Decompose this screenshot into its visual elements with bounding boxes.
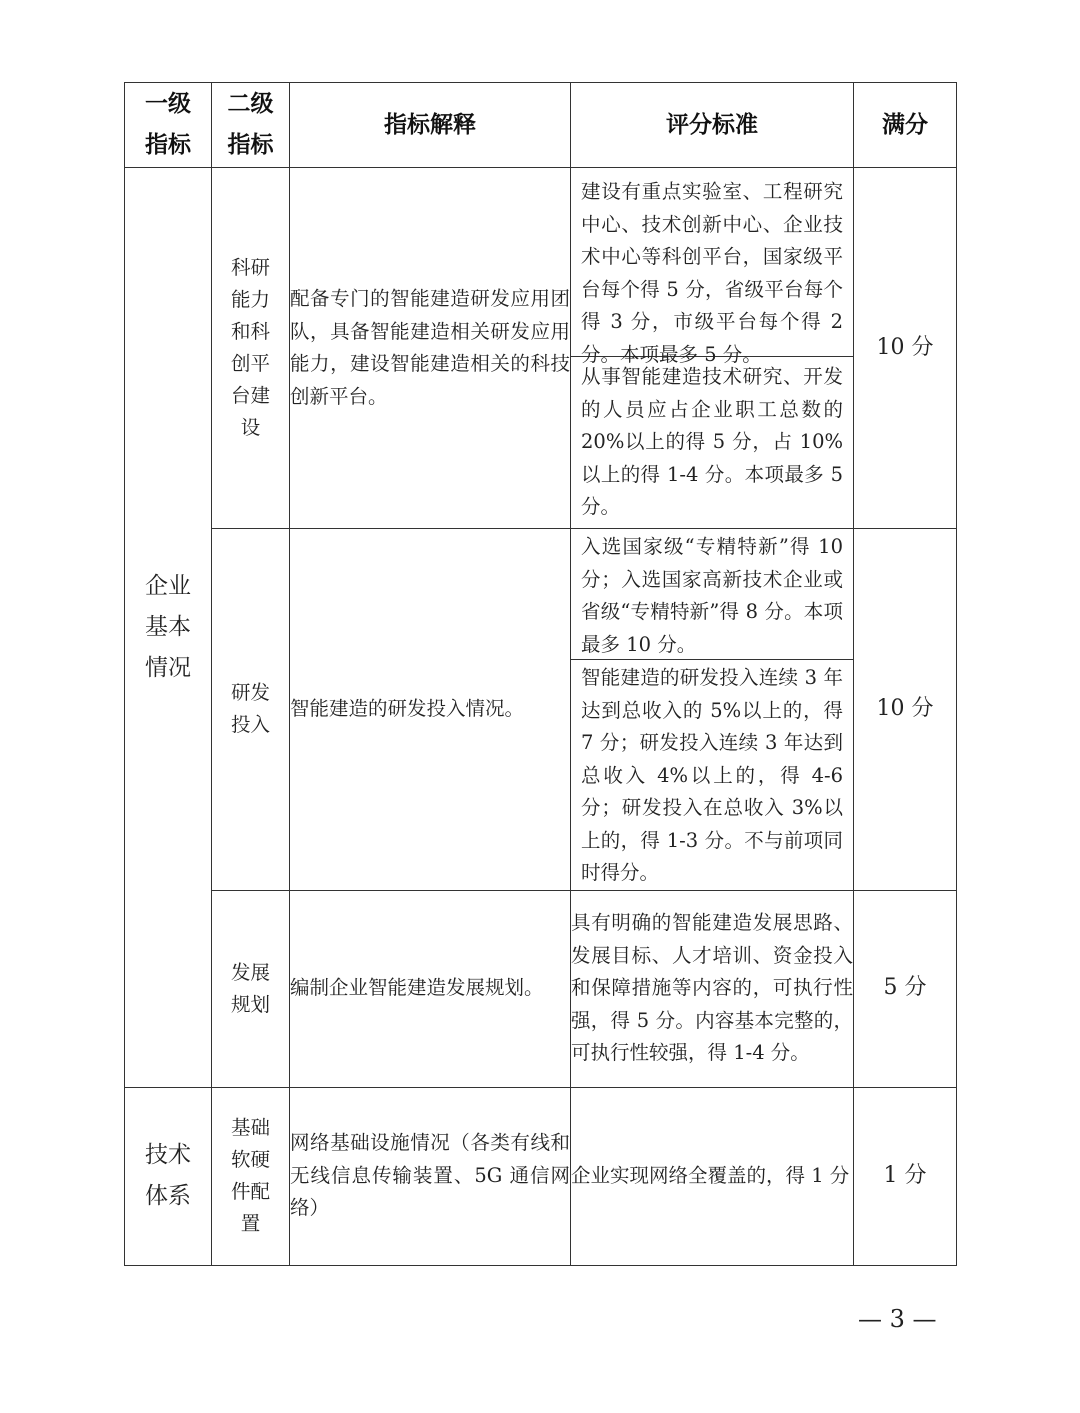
evaluation-table (124, 82, 957, 1266)
criteria-cell (571, 168, 854, 529)
criteria-cell: 企业实现网络全覆盖的，得 1 分 (571, 1087, 854, 1265)
explanation-cell: 网络基础设施情况（各类有线和无线信息传输装置、5G 通信网络） (290, 1087, 571, 1265)
page-number: — 3 — (858, 1305, 937, 1333)
criteria-cell: 具有明确的智能建造发展思路、发展目标、人才培训、资金投入和保障措施等内容的，可执行性强，得 5 分。内容基本完整的，可执行性较强，得 1-4 分。 (571, 890, 854, 1087)
level2-cell: 发展规划 (212, 890, 290, 1087)
explanation-cell: 编制企业智能建造发展规划。 (290, 890, 571, 1087)
level2-cell: 基础软硬件配置 (212, 1087, 290, 1265)
table-row (125, 529, 957, 891)
level2-cell: 研发投入 (212, 529, 290, 891)
criteria-cell (571, 529, 854, 891)
criteria-item: 入选国家级“专精特新”得 10 分；入选国家高新技术企业或省级“专精特新”得 8 分。本项最多 10 分。 (581, 535, 843, 656)
explanation-cell: 配备专门的智能建造研发应用团队，具备智能建造相关研发应用能力，建设智能建造相关的科技创新平台。 (290, 168, 571, 529)
score-cell: 10 分 (854, 529, 957, 891)
explanation-cell: 智能建造的研发投入情况。 (290, 529, 571, 891)
header-level2: 二级指标 (212, 83, 290, 168)
score-cell: 10 分 (854, 168, 957, 529)
level2-cell: 科研能力和科创平台建设 (212, 168, 290, 529)
header-row (125, 83, 957, 168)
table-row (125, 1087, 957, 1265)
level1-cell: 企业基本情况 (125, 168, 212, 1088)
criteria-item: 智能建造的研发投入连续 3 年达到总收入的 5%以上的，得 7 分；研发投入连续 3 年达到总收入 4%以上的，得 4-6 分；研发投入在总收入 3%以上的，得 1-3 分。不与前项同时得分。 (581, 666, 843, 884)
table-row (125, 168, 957, 529)
header-criteria: 评分标准 (571, 83, 854, 168)
header-level1: 一级指标 (125, 83, 212, 168)
score-cell: 1 分 (854, 1087, 957, 1265)
score-cell: 5 分 (854, 890, 957, 1087)
header-score: 满分 (854, 83, 957, 168)
criteria-item: 建设有重点实验室、工程研究中心、技术创新中心、企业技术中心等科创平台，国家级平台每个得 5 分，省级平台每个得 3 分，市级平台每个得 2 分。本项最多 5 分。 (581, 180, 843, 366)
header-explanation: 指标解释 (290, 83, 571, 168)
criteria-item: 从事智能建造技术研究、开发的人员应占企业职工总数的 20%以上的得 5 分，占 10%以上的得 1-4 分。本项最多 5 分。 (581, 365, 843, 519)
table-row (125, 890, 957, 1087)
level1-cell: 技术体系 (125, 1087, 212, 1265)
